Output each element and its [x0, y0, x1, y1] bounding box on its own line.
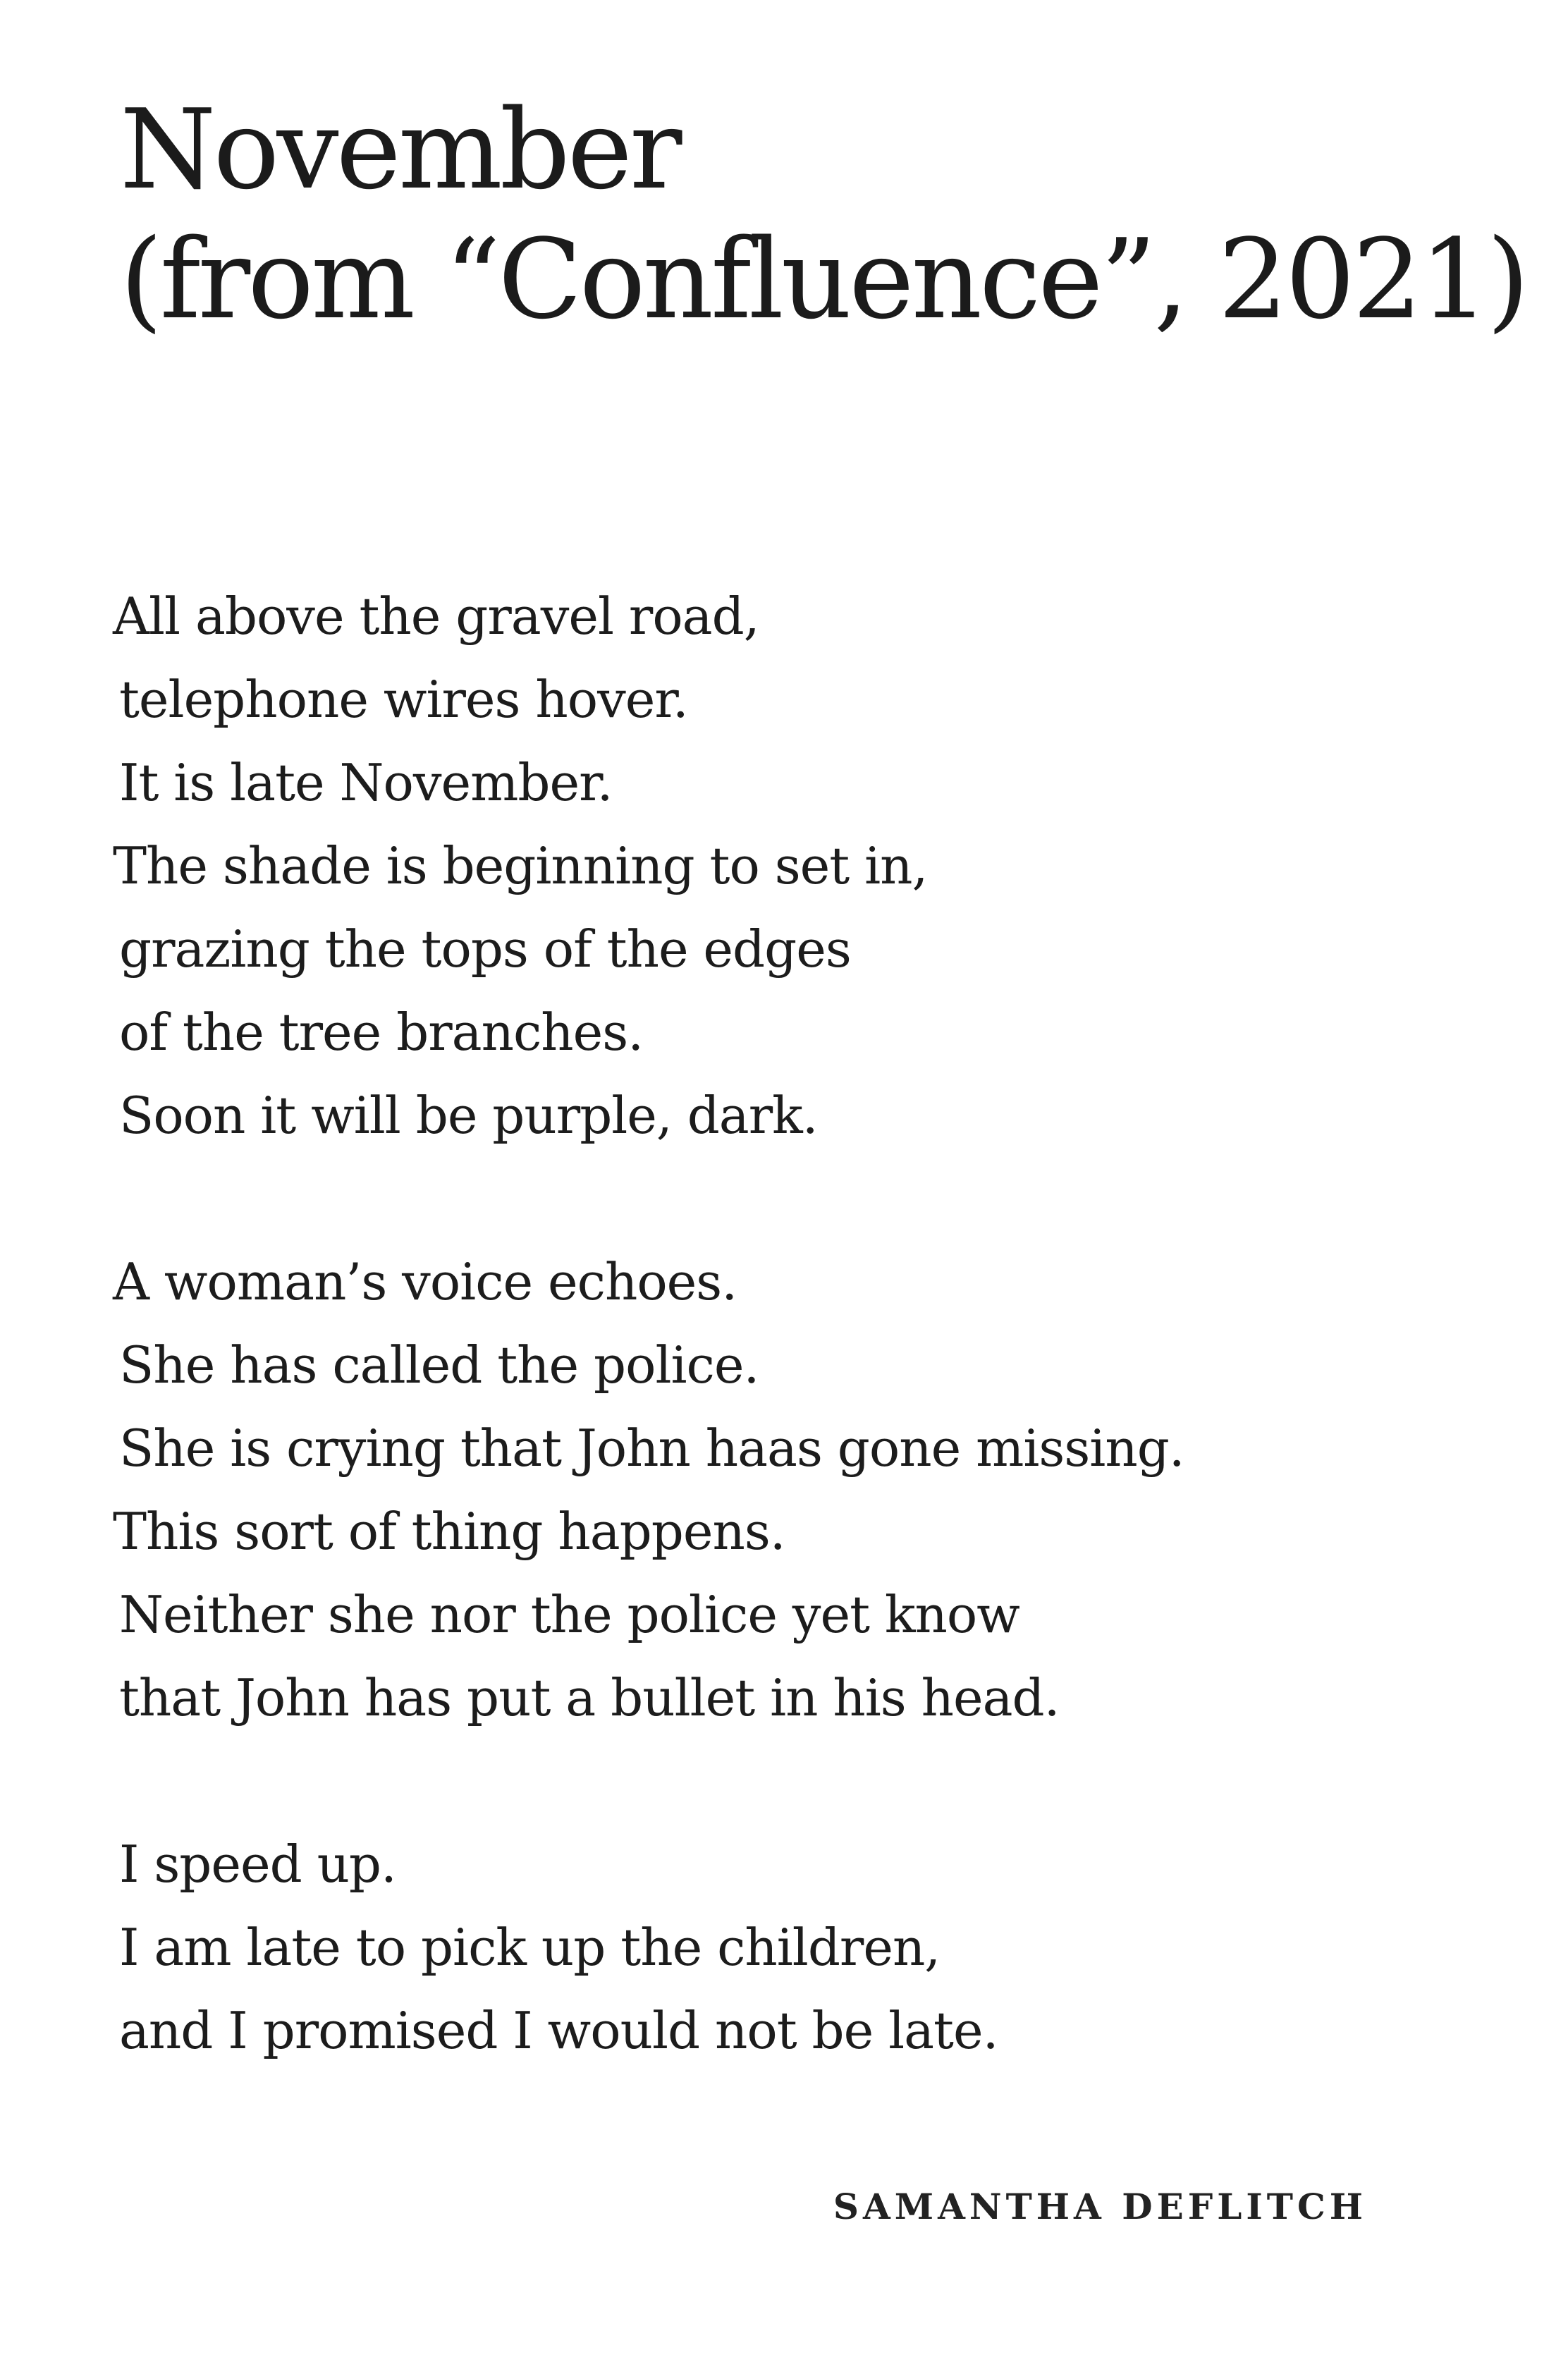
- stanza-3: [113, 1823, 1452, 2072]
- poem-line: telephone wires hover.: [119, 670, 688, 729]
- poem-line: I am late to pick up the children,: [119, 1918, 941, 1977]
- poem-body: [113, 575, 1452, 2072]
- poem-line: Neither she nor the police yet know: [119, 1585, 1019, 1644]
- poem-line: that John has put a bullet in his head.: [119, 1668, 1060, 1727]
- poem-title: [120, 85, 1527, 344]
- poem-line: I speed up.: [119, 1835, 396, 1894]
- stanza-2: [113, 1240, 1452, 1739]
- poem-line: of the tree branches.: [119, 1003, 644, 1062]
- poem-line: grazing the tops of the edges: [119, 919, 851, 979]
- poem-line: Soon it will be purple, dark.: [119, 1086, 818, 1145]
- author-name: SAMANTHA DEFLITCH: [833, 2186, 1367, 2227]
- poem-line: and I promised I would not be late.: [119, 2001, 998, 2060]
- poem-title-line-1: November: [120, 85, 680, 214]
- poem-line: The shade is beginning to set in,: [113, 836, 928, 895]
- poem-line: It is late November.: [119, 753, 613, 812]
- poem-line: A woman’s voice echoes.: [113, 1252, 737, 1311]
- poem-line: All above the gravel road,: [113, 587, 759, 646]
- poem-line: She is crying that John haas gone missing.: [119, 1419, 1184, 1478]
- stanza-1: [113, 575, 1452, 1157]
- poem-line: She has called the police.: [119, 1335, 759, 1395]
- poem-title-line-2: (from “Confluence”, 2021): [120, 215, 1527, 343]
- poem-line: This sort of thing happens.: [113, 1502, 785, 1561]
